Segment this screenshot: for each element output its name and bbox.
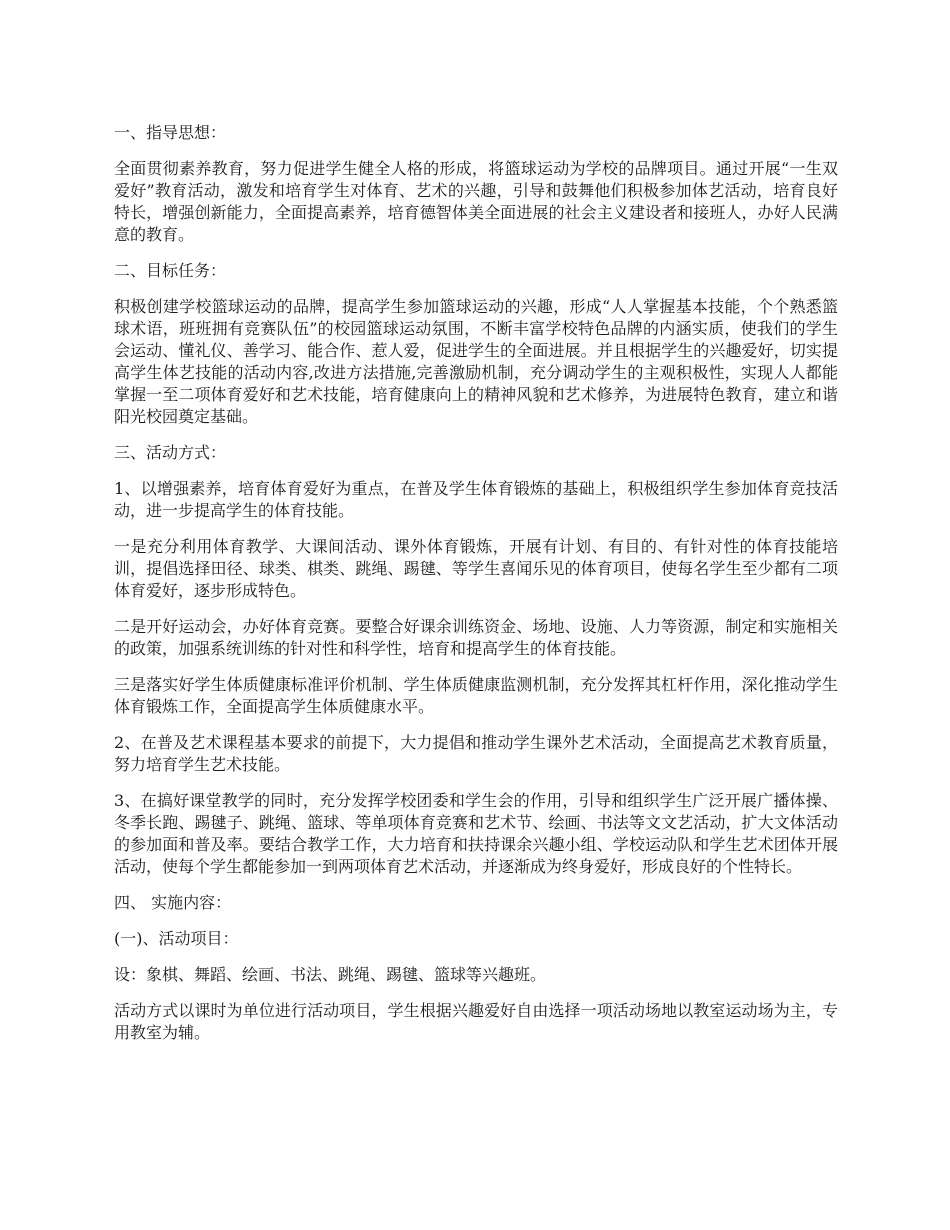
section-heading-implementation: 四、 实施内容： — [114, 893, 232, 912]
paragraph-activity-format: 活动方式以课时为单位进行活动项目，学生根据兴趣爱好自由选择一项活动场地以教室运动场为主，专用教室为辅。 — [114, 1001, 838, 1042]
paragraph-method-1-first: 一是充分利用体育教学、大课间活动、课外体育锻炼，开展有计划、有目的、有针对性的体育技能培训，提倡选择田径、球类、棋类、跳绳、踢毽、等学生喜闻乐见的体育项目，使每名学生至少都有二项体育爱好，逐步形成特色。 — [114, 537, 838, 600]
paragraph-method-1-second: 二是开好运动会，办好体育竞赛。要整合好课余训练资金、场地、设施、人力等资源，制定和实施相关的政策，加强系统训练的针对性和科学性，培育和提高学生的体育技能。 — [114, 617, 838, 658]
paragraph-method-1-third: 三是落实好学生体质健康标准评价机制、学生体质健康监测机制，充分发挥其杠杆作用，深化推动学生体育锻炼工作，全面提高学生体质健康水平。 — [114, 675, 838, 716]
paragraph-goals: 积极创建学校篮球运动的品牌，提高学生参加篮球运动的兴趣，形成“人人掌握基本技能，个个熟悉篮球术语，班班拥有竞赛队伍”的校园篮球运动氛围，不断丰富学校特色品牌的内涵实质，使我们的学生会运动、懂礼仪、善学习、能合作、惹人爱，促进学生的全面进展。并且根据学生的兴趣爱好，切实提高学生体艺技能的活动内容,改进方法措施,完善激励机制，充分调动学生的主观积极性，实现人人都能掌握一至二项体育爱好和艺术技能，培育健康向上的精神风貌和艺术修养，为进展特色教育，建立和谐阳光校园奠定基础。 — [114, 297, 838, 426]
section-heading-goals: 二、目标任务： — [114, 261, 227, 280]
section-heading-guiding-ideology: 一、指导思想： — [114, 123, 227, 142]
paragraph-method-2: 2、在普及艺术课程基本要求的前提下，大力提倡和推动学生课外艺术活动，全面提高艺术教育质量，努力培育学生艺术技能。 — [114, 733, 838, 774]
paragraph-method-3: 3、在搞好课堂教学的同时，充分发挥学校团委和学生会的作用，引导和组织学生广泛开展广播体操、冬季长跑、踢毽子、跳绳、篮球、等单项体育竞赛和艺术节、绘画、书法等文文艺活动，扩大文体活动的参加面和普及率。要结合教学工作，大力培育和扶持课余兴趣小组、学校运动队和学生艺术团体开展活动，使每个学生都能参加一到两项体育艺术活动，并逐渐成为终身爱好，形成良好的个性特长。 — [114, 791, 838, 876]
paragraph-activity-items: 设：象棋、舞蹈、绘画、书法、跳绳、踢毽、篮球等兴趣班。 — [114, 965, 547, 984]
document-page — [114, 122, 838, 1058]
subsection-heading-activity-items: (一)、活动项目： — [114, 929, 239, 948]
section-heading-activity-methods: 三、活动方式： — [114, 443, 227, 462]
paragraph-method-1: 1、以增强素养，培育体育爱好为重点，在普及学生体育锻炼的基础上，积极组织学生参加体育竞技活动，进一步提高学生的体育技能。 — [114, 479, 838, 520]
paragraph-guiding-ideology: 全面贯彻素养教育，努力促进学生健全人格的形成，将篮球运动为学校的品牌项目。通过开展“一生双爱好”教育活动，激发和培育学生对体育、艺术的兴趣，引导和鼓舞他们积极参加体艺活动，培育良好特长，增强创新能力，全面提高素养，培育德智体美全面进展的社会主义建设者和接班人，办好人民满意的教育。 — [114, 159, 838, 244]
